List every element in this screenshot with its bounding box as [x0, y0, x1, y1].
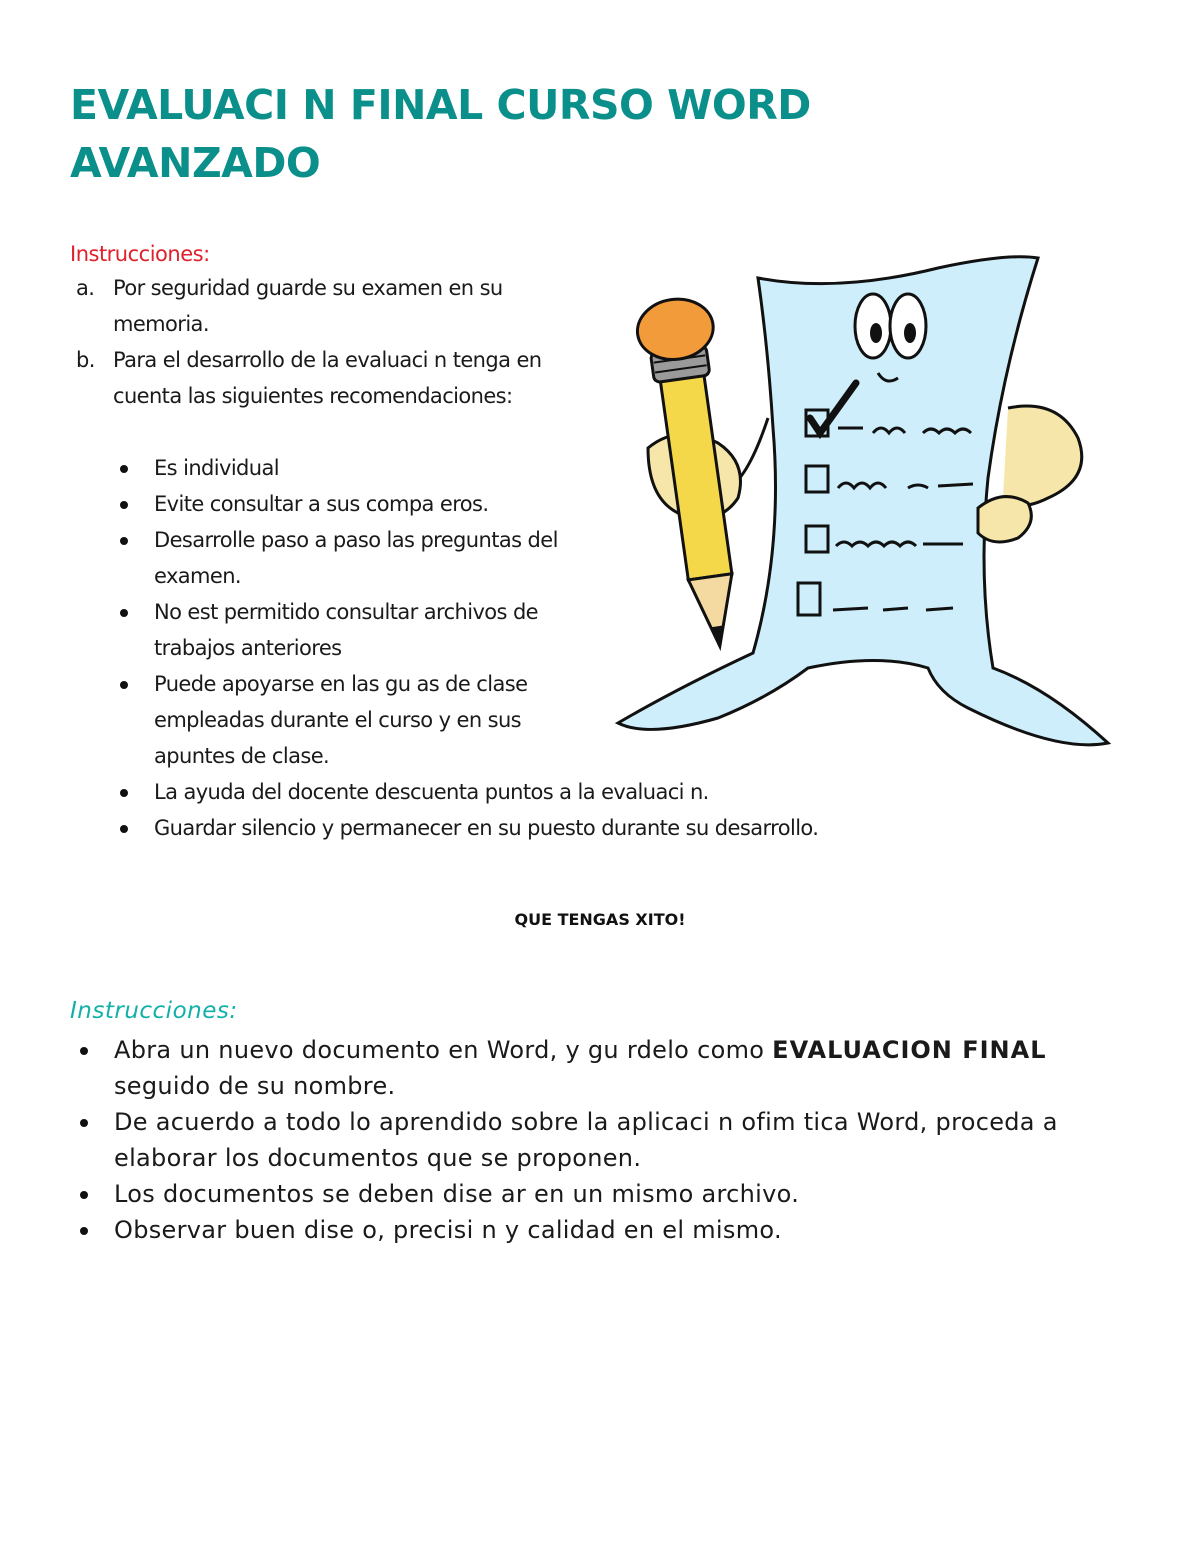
list-item-text: Por seguridad guarde su examen en su memoria. [113, 276, 503, 336]
page-title [70, 76, 970, 192]
list-item-text: Desarrolle paso a paso las preguntas del examen. [154, 528, 558, 588]
list-item-text: seguido de su nombre. [114, 1072, 396, 1100]
list-item-text: De acuerdo a todo lo aprendido sobre la aplicaci n ofim tica Word, proceda a elaborar los documentos que se proponen. [114, 1108, 1058, 1172]
bullet-icon [80, 1227, 88, 1235]
instructions-list-2 [70, 1032, 1150, 1248]
list-item [70, 270, 600, 342]
list-item [70, 1176, 1150, 1212]
bullet-icon [120, 609, 128, 617]
list-item [70, 1212, 1150, 1248]
right-pupil [904, 323, 916, 343]
title-line-2: AVANZADO [70, 139, 321, 187]
list-item-text: La ayuda del docente descuenta puntos a la evaluaci n. [154, 780, 709, 804]
list-item-text: Evite consultar a sus compa eros. [154, 492, 489, 516]
list-item [70, 342, 600, 414]
list-item-text: Observar buen dise o, precisi n y calidad en el mismo. [114, 1216, 782, 1244]
bullet-icon [120, 501, 128, 509]
bullet-icon [120, 825, 128, 833]
title-line-1: EVALUACI N FINAL CURSO WORD [70, 81, 811, 129]
list-item-bold: EVALUACION FINAL [772, 1036, 1047, 1064]
list-item-text: Los documentos se deben dise ar en un mismo archivo. [114, 1180, 800, 1208]
list-item [112, 774, 932, 810]
bullet-icon [80, 1047, 88, 1055]
list-item-text: Puede apoyarse en las gu as de clase empleadas durante el curso y en sus apuntes de clase. [154, 672, 528, 768]
instructions-heading-2: Instrucciones: [70, 998, 238, 1024]
list-item-text: Guardar silencio y permanecer en su puesto durante su desarrollo. [154, 816, 819, 840]
bullet-icon [80, 1191, 88, 1199]
bullet-icon [120, 789, 128, 797]
list-item [70, 1032, 1150, 1104]
list-marker: a. [76, 276, 95, 300]
list-item-text: Para el desarrollo de la evaluaci n tenga en cuenta las siguientes recomendaciones: [113, 348, 542, 408]
bullet-icon [80, 1119, 88, 1127]
bullet-icon [120, 465, 128, 473]
list-item-text: No est permitido consultar archivos de trabajos anteriores [154, 600, 539, 660]
list-marker: b. [76, 348, 95, 372]
lettered-list [70, 270, 600, 414]
checklist-paper-mascot-with-pencil-icon [608, 248, 1128, 768]
scribble-4 [833, 608, 953, 610]
left-pupil [870, 323, 882, 343]
right-arm [1003, 406, 1082, 506]
right-fist [978, 497, 1031, 542]
bullet-icon [120, 681, 128, 689]
list-item-text: Abra un nuevo documento en Word, y gu rdelo como [114, 1036, 773, 1064]
list-item [112, 810, 932, 846]
list-item-text: Es individual [154, 456, 279, 480]
instructions-heading: Instrucciones: [70, 242, 210, 266]
closing-message: QUE TENGAS XITO! [514, 910, 686, 929]
bullet-icon [120, 537, 128, 545]
list-item [70, 1104, 1150, 1176]
